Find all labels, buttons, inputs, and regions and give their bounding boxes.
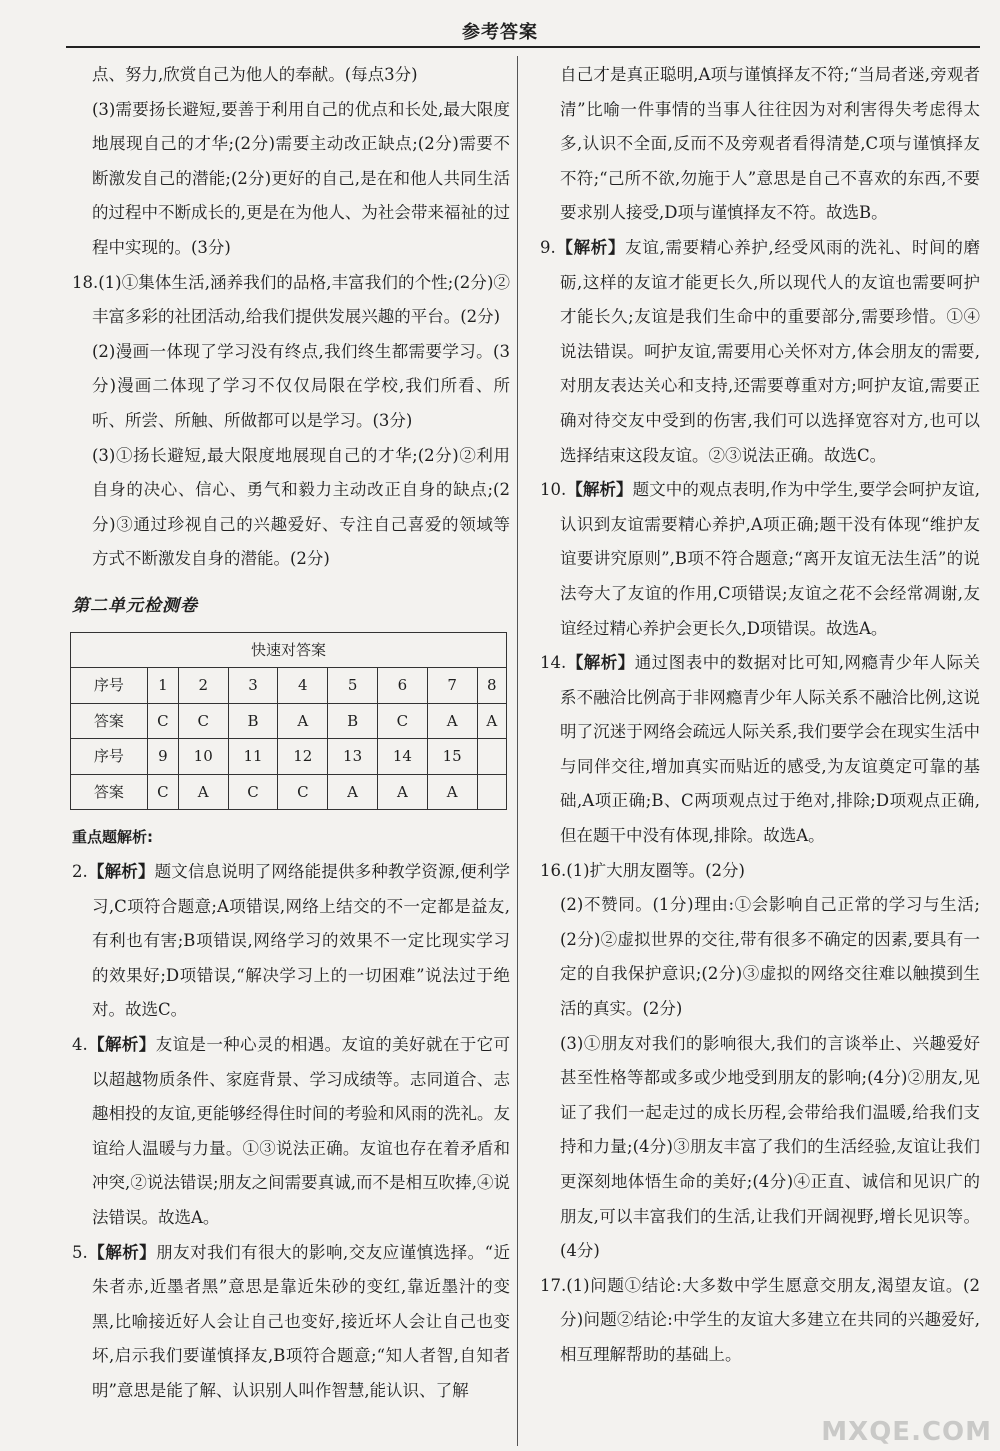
analysis-tag: 【解析】 [555, 237, 626, 257]
table-cell: 9 [147, 739, 178, 775]
column-divider [517, 56, 518, 1446]
answer-text: 通过图表中的数据对比可知,网瘾青少年人际关系不融洽比例高于非网瘾青少年人际关系不融洽比例,这说明了沉迷于网络会疏远人际关系,我们要学会在现实生活中与同伴交往,增加真实而贴近的感受,为友谊奠定可靠的基础,A项正确;B、C两项观点过于绝对,排除;D项观点正确,但在题干中没有体现,排除。故选A。 [560, 653, 980, 846]
answer-text: 自己才是真正聪明,A项与谨慎择友不符;“当局者迷,旁观者清”比喻一件事情的当事人往往因为对利害得失考虑得太多,认识不全面,反而不及旁观者看得清楚,C项与谨慎择友不符;“己所不欲,勿施于人”意思是自己不喜欢的东西,不要要求别人接受,D项与谨慎择友不符。故选B。 [560, 65, 980, 223]
answer-text: 题文信息说明了网络能提供多种教学资源,便利学习,C项符合题意;A项错误,网络上结交的不一定都是益友,有利也有害;B项错误,网络学习的效果不一定比现实学习的效果好;D项错误,“解决学习上的一切困难”说法过于绝对。故选C。 [92, 862, 511, 1020]
row-header-cell: 序号 [71, 668, 148, 704]
table-row [71, 703, 507, 739]
answer-paragraph [540, 888, 980, 1026]
question-number: 2. [72, 862, 88, 882]
table-cell: A [477, 703, 506, 739]
answer-paragraph [72, 58, 510, 93]
answer-text: 点、努力,欣赏自己为他人的奉献。(每点3分) [92, 65, 418, 84]
answer-text: (3)①扬长避短,最大限度地展现自己的才华;(2分)②利用自身的决心、信心、勇气和毅力主动改正自身的缺点;(2分)③通过珍视自己的兴趣爱好、专注自己喜爱的领域等方式不断激发自身的潜能。(2分) [92, 445, 510, 569]
answer-text: (3)①朋友对我们的影响很大,我们的言谈举止、兴趣爱好甚至性格等都或多或少地受到朋友的影响;(4分)②朋友,见证了我们一起走过的成长历程,会带给我们温暖,给我们支持和力量;(4分)③朋友丰富了我们的生活经验,友谊让我们更深刻地体悟生命的美好;(4分)④正直、诚信和见识广的朋友,可以丰富我们的生活,让我们开阔视野,增长见识等。(4分) [560, 1033, 980, 1261]
question-number: 10. [540, 480, 567, 500]
answer-paragraph [72, 335, 510, 439]
table-cell: 3 [228, 668, 278, 704]
table-cell: 12 [278, 739, 328, 775]
answer-paragraph [72, 1236, 510, 1409]
table-caption: 快速对答案 [71, 632, 507, 668]
answer-text: (3)需要扬长避短,要善于利用自己的优点和长处,最大限度地展现自己的才华;(2分)需要主动改正缺点;(2分)需要不断激发自己的潜能;(2分)更好的自己,是在和他人共同生活的过程中不断成长的,更是在为他人、为社会带来福祉的过程中实现的。(3分) [92, 99, 510, 257]
table-cell: C [228, 774, 278, 810]
table-row [71, 774, 507, 810]
left-column [72, 58, 510, 1409]
answer-paragraph [72, 266, 510, 335]
table-cell [477, 739, 506, 775]
answer-text: (2)不赞同。(1分)理由:①会影响自己正常的学习与生活;(2分)②虚拟世界的交往,带有很多不确定的因素,要具有一定的自我保护意识;(2分)③虚拟的网络交往难以触摸到生活的真实。(2分) [560, 895, 980, 1019]
table-cell: 14 [378, 739, 428, 775]
answer-text: (2)漫画一体现了学习没有终点,我们终生都需要学习。(3分)漫画二体现了学习不仅仅局限在学校,我们所看、所听、所尝、所触、所做都可以是学习。(3分) [92, 341, 510, 430]
question-number: 5. [72, 1242, 88, 1262]
header-rule [66, 46, 980, 48]
answer-text: 友谊是一种心灵的相遇。友谊的美好就在于它可以超越物质条件、家庭背景、学习成绩等。志同道合、志趣相投的友谊,更能够经得住时间的考验和风雨的洗礼。友谊给人温暖与力量。①③说法正确。友谊也存在着矛盾和冲突,②说法错误;朋友之间需要真诚,而不是相互吹捧,④说法错误。故选A。 [92, 1035, 511, 1227]
table-cell: 4 [278, 668, 328, 704]
answer-paragraph [540, 1027, 980, 1269]
table-cell: A [378, 774, 428, 810]
table-cell: C [147, 774, 178, 810]
table-cell: C [278, 774, 328, 810]
table-cell: 11 [228, 739, 278, 775]
answer-text: (1)问题①结论:大多数中学生愿意交朋友,渴望友谊。(2分)问题②结论:中学生的友谊大多建立在共同的兴趣爱好,相互理解帮助的基础上。 [560, 1275, 980, 1364]
answer-text: 朋友对我们有很大的影响,交友应谨慎选择。“近朱者赤,近墨者黑”意思是靠近朱砂的变红,靠近墨汁的变黑,比喻接近好人会让自己也变好,接近坏人会让自己也变坏,启示我们要谨慎择友,B项符合题意;“知人者智,自知者明”意思是能了解、认识别人叫作智慧,能认识、了解 [92, 1242, 510, 1400]
table-cell: 6 [378, 668, 428, 704]
table-cell: A [278, 703, 328, 739]
table-cell [477, 774, 506, 810]
quick-answer-table [70, 632, 507, 811]
answer-text: (1)扩大朋友圈等。(2分) [566, 860, 745, 880]
unit-title: 第二单元检测卷 [72, 595, 198, 616]
question-number: 16. [540, 860, 567, 880]
answer-paragraph [540, 1269, 980, 1373]
question-number: 14. [540, 653, 567, 673]
table-cell: A [178, 774, 228, 810]
table-cell: 1 [147, 668, 178, 704]
watermark: MXQE.COM [821, 1417, 992, 1447]
table-cell: A [427, 703, 477, 739]
answer-paragraph [540, 473, 980, 646]
question-number: 9. [540, 237, 556, 257]
answer-paragraph [72, 439, 510, 577]
key-questions-title: 重点题解析: [72, 828, 153, 847]
analysis-tag: 【解析】 [87, 1035, 156, 1055]
row-header-cell: 序号 [71, 739, 148, 775]
table-cell: 2 [178, 668, 228, 704]
answer-text: 友谊,需要精心养护,经受风雨的洗礼、时间的磨砺,这样的友谊才能更长久,所以现代人的友谊也需要呵护才能长久;友谊是我们生命中的重要部分,需要珍惜。①④说法错误。呵护友谊,需要用心关怀对方,体会朋友的需要,对朋友表达关心和支持,还需要尊重对方;呵护友谊,需要正确对待交友中受到的伤害,我们可以选择宽容对方,也可以选择结束这段友谊。②③说法正确。故选C。 [560, 237, 980, 465]
table-cell: B [328, 703, 378, 739]
answer-paragraph [72, 1028, 510, 1236]
table-cell: C [178, 703, 228, 739]
left-top-answers [72, 58, 510, 577]
table-cell: A [427, 774, 477, 810]
table-row [71, 668, 507, 704]
table-row [71, 739, 507, 775]
question-number: 4. [72, 1035, 88, 1055]
table-cell: 15 [427, 739, 477, 775]
analysis-tag: 【解析】 [87, 862, 155, 882]
row-header-cell: 答案 [71, 774, 148, 810]
answer-paragraph [540, 646, 980, 854]
row-header-cell: 答案 [71, 703, 148, 739]
table-cell: B [228, 703, 278, 739]
answer-paragraph [540, 58, 980, 231]
answer-paragraph [540, 854, 980, 889]
answer-paragraph [72, 855, 510, 1028]
answer-paragraph [540, 231, 980, 473]
page-header-title: 参考答案 [462, 22, 538, 43]
analysis-tag: 【解析】 [566, 653, 635, 673]
table-cell: 8 [477, 668, 506, 704]
right-column [540, 58, 980, 1373]
table-cell: A [328, 774, 378, 810]
table-cell: 10 [178, 739, 228, 775]
answer-text: 题文中的观点表明,作为中学生,要学会呵护友谊,认识到友谊需要精心养护,A项正确;题干没有体现“维护友谊要讲究原则”,B项不符合题意;“离开友谊无法生活”的说法夸大了友谊的作用,C项错误;友谊之花不会经常凋谢,友谊经过精心养护会更长久,D项错误。故选A。 [560, 480, 980, 638]
analysis-tag: 【解析】 [87, 1242, 157, 1262]
question-number: 17. [540, 1275, 567, 1295]
analysis-tag: 【解析】 [566, 480, 633, 500]
table-cell: C [147, 703, 178, 739]
answer-paragraph [72, 93, 510, 266]
right-analyses [540, 58, 980, 1373]
table-cell: 13 [328, 739, 378, 775]
table-cell: C [378, 703, 428, 739]
table-cell: 5 [328, 668, 378, 704]
left-bottom-analyses [72, 855, 510, 1409]
answer-text: 18.(1)①集体生活,涵养我们的品格,丰富我们的个性;(2分)②丰富多彩的社团活动,给我们提供发展兴趣的平台。(2分) [72, 272, 510, 327]
table-cell: 7 [427, 668, 477, 704]
